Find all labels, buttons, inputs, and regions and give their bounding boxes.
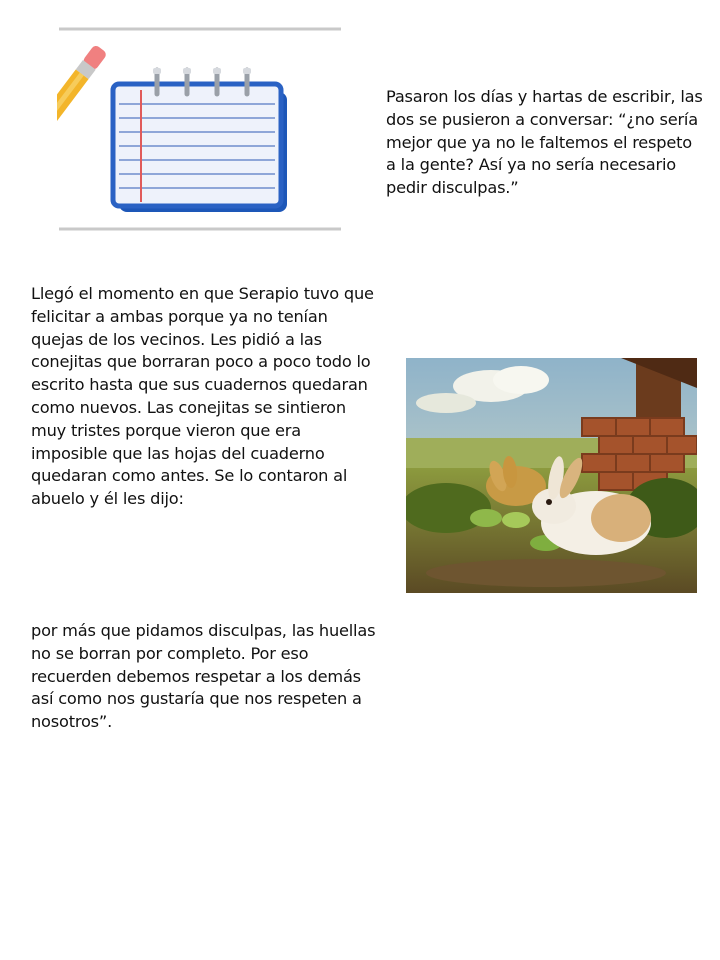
notepad-pencil-image xyxy=(57,26,343,232)
paragraph-bottom: por más que pidamos disculpas, las huellas no se borran por completo. Por eso recuerden debemos respetar a los demás así como nos gustaría que nos respeten a nosotros”. xyxy=(31,621,376,732)
rabbits-painting-image xyxy=(406,358,697,593)
rabbits-painting xyxy=(406,358,697,593)
notepad-icon xyxy=(57,26,343,232)
paragraph-middle: Llegó el momento en que Serapio tuvo que felicitar a ambas porque ya no tenían quejas de los vecinos. Les pidió a las conejitas que borraran poco a poco todo lo escrito hasta que sus cuadernos quedaran como nuevos. Las conejitas se sintieron muy tristes porque vieron que era imposible que las hojas del cuaderno quedaran como antes. Se lo contaron al abuelo y él les dijo: xyxy=(31,284,374,509)
paragraph-top: Pasaron los días y hartas de escribir, las dos se pusieron a conversar: “¿no sería mejor que ya no le faltemos el respeto a la gente? Así ya no sería necesario pedir disculpas.” xyxy=(386,87,703,198)
